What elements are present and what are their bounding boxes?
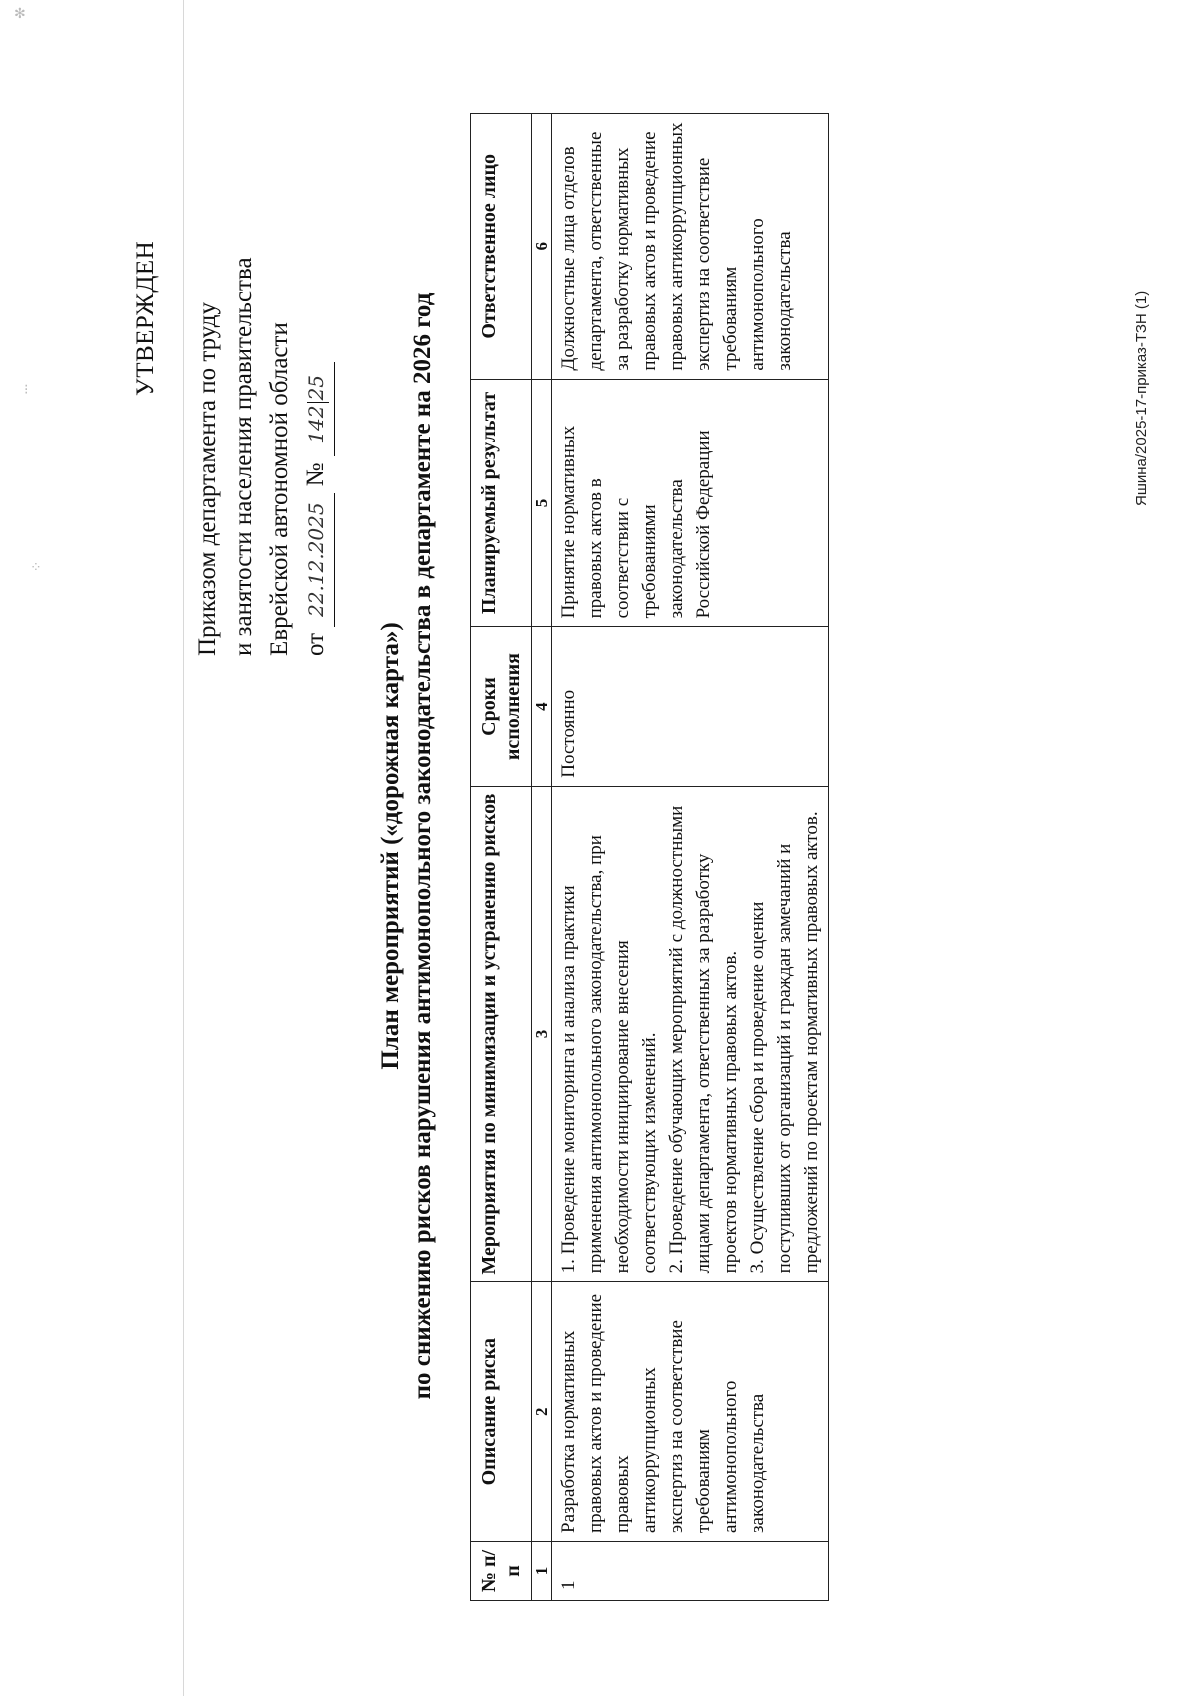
column-number: 4	[532, 627, 552, 786]
cell-result: Принятие нормативных правовых актов в соответствии с требованиями законодательства Российской Федерации	[552, 379, 829, 627]
column-number: 3	[532, 786, 552, 1282]
cell-risk: Разработка нормативных правовых актов и проведение правовых антикоррупционных экспертиз на соответствие требованиям антимонопольного законодательства	[552, 1282, 829, 1542]
order-line-1: Приказом департамента по труду	[194, 302, 221, 656]
date-prefix: от	[302, 632, 329, 656]
header-measures: Мероприятия по минимизации и устранению рисков	[471, 786, 532, 1282]
document-title	[375, 116, 439, 1576]
cell-num: 1	[552, 1542, 829, 1601]
column-number: 6	[532, 114, 552, 380]
measure-item: 2. Проведение обучающих мероприятий с должностными лицами департамента, ответственных за разработку проектов нормативных правовых актов.	[666, 805, 741, 1274]
table-header-row	[471, 114, 532, 1601]
header-deadline: Сроки исполнения	[471, 627, 532, 786]
handwritten-number-value: 142	[304, 405, 328, 444]
header-risk: Описание риска	[471, 1282, 532, 1542]
cell-responsible: Должностные лица отделов департамента, ответственные за разработку нормативных правовых актов и проведение правовых антикоррупционных экспертиз на соответствие требованиям антимонопольного законодательства	[552, 114, 829, 380]
scan-speck: ⁝	[24, 382, 29, 398]
approval-order-block	[190, 257, 335, 656]
cell-deadline: Постоянно	[552, 627, 829, 786]
cell-measures	[552, 786, 829, 1282]
number-divider-mark	[307, 402, 329, 403]
measure-item: 1. Проведение мониторинга и анализа практики применения антимонопольного законодательства, при необходимости инициирование внесения соответствующих изменений.	[558, 835, 660, 1274]
header-num: № п/п	[471, 1542, 532, 1601]
order-line-2: и занятости населения правительства	[230, 257, 257, 656]
header-responsible: Ответственное лицо	[471, 114, 532, 380]
table-row	[552, 114, 829, 1601]
measure-item: 3. Осуществление сбора и проведение оценки поступивших от организаций и граждан замечаний и предложений по проектам нормативных правовых актов.	[747, 811, 822, 1274]
column-number: 5	[532, 379, 552, 627]
title-line-1: План мероприятий («дорожная карта»)	[377, 622, 404, 1070]
order-date-number-line	[298, 257, 335, 656]
scan-speck: ✻	[14, 6, 26, 22]
table-column-number-row	[532, 114, 552, 1601]
roadmap-table	[470, 113, 829, 1601]
file-reference: Яшина/2025-17-приказ-ТЗН (1)	[1133, 290, 1150, 506]
title-line-2: по снижению рисков нарушения антимонопольного законодательства в департаменте на 2026 год	[409, 292, 436, 1400]
scan-speck: ⁘	[30, 560, 42, 576]
order-line-3: Еврейской автономной области	[266, 322, 293, 656]
handwritten-number	[298, 362, 335, 456]
number-prefix: №	[302, 462, 329, 487]
header-result: Планируемый результат	[471, 379, 532, 627]
column-number: 1	[532, 1542, 552, 1601]
approved-label: УТВЕРЖДЕН	[132, 240, 159, 396]
handwritten-number-suffix: 25	[304, 374, 328, 401]
handwritten-date: 22.12.2025	[298, 493, 335, 627]
column-number: 2	[532, 1282, 552, 1542]
